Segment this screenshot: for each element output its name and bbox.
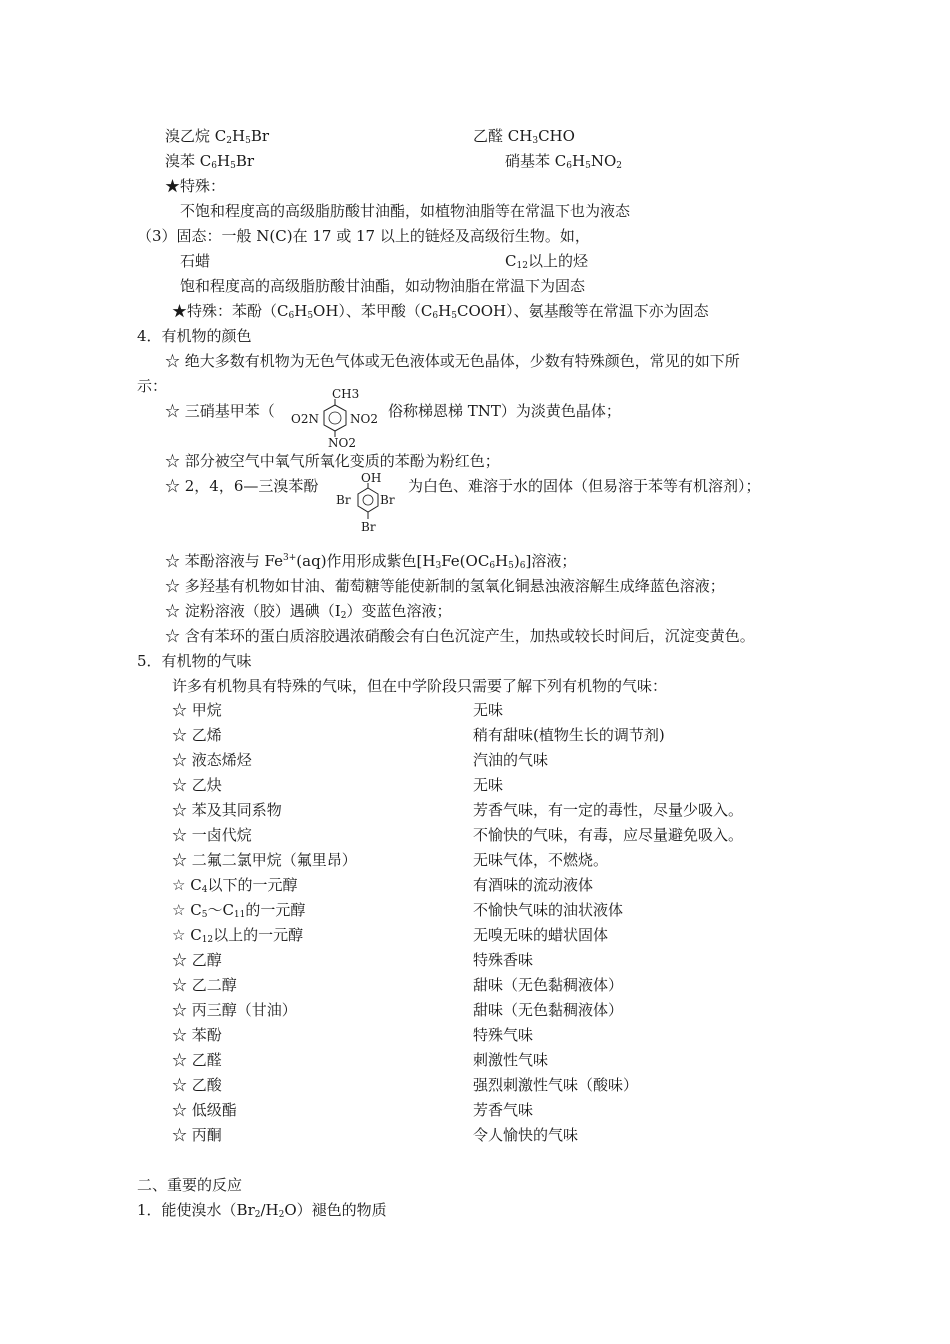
color-heading: 4．有机物的颜色 xyxy=(137,327,252,345)
tnt-text-post: 俗称梯恩梯 TNT）为淡黄色晶体； xyxy=(388,402,621,420)
odor-row-odor: 令人愉快的气味 xyxy=(473,1126,579,1144)
special-liquid-text: 不饱和程度高的高级脂肪酸甘油酯，如植物油脂等在常温下也为液态 xyxy=(180,202,631,220)
tribromophenol-benzene-ring xyxy=(358,488,378,512)
protein-nitric-text: ☆ 含有苯环的蛋白质溶胶遇浓硝酸会有白色沉淀产生，加热或较长时间后，沉淀变黄色。 xyxy=(165,627,755,645)
solid-example-paraffin: 石蜡 xyxy=(180,252,211,270)
tribromophenol-br-left-label: Br xyxy=(336,493,351,507)
odor-row-name: ☆ $C_5\sim C_{11}$的一元醇 xyxy=(172,901,306,920)
color-intro-line2: 示： xyxy=(137,377,168,395)
odor-row-name: ☆ 甲烷 xyxy=(172,701,222,719)
tribromophenol-br-bottom-label: Br xyxy=(361,520,376,534)
odor-row-name: ☆ 乙醛 xyxy=(172,1051,222,1069)
tribromophenol-text-post: 为白色、难溶于水的固体（但易溶于苯等有机溶剂）； xyxy=(408,477,761,495)
odor-row-name: ☆ 乙炔 xyxy=(172,776,222,794)
liquid-example-bromoethane: 溴乙烷 $C_2H_5Br$ xyxy=(165,127,270,146)
odor-row-odor: 特殊气味 xyxy=(473,1026,534,1044)
solid-example-c12-hydrocarbon: $C_{12}$以上的烃 xyxy=(505,252,588,271)
odor-row-odor: 特殊香味 xyxy=(473,951,534,969)
special-note-star: ★特殊： xyxy=(165,177,226,195)
odor-row-name: ☆ 液态烯烃 xyxy=(172,751,252,769)
odor-row-name: ☆ 二氟二氯甲烷（氟里昂） xyxy=(172,851,357,869)
liquid-example-acetaldehyde: 乙醛 $CH_3CHO$ xyxy=(473,127,575,146)
polyhydroxy-text: ☆ 多羟基有机物如甘油、葡萄糖等能使新制的氢氧化铜悬浊液溶解生成绛蓝色溶液； xyxy=(165,577,725,595)
odor-row-name: ☆ 乙二醇 xyxy=(172,976,237,994)
odor-heading: 5．有机物的气味 xyxy=(137,652,252,670)
odor-row-odor: 稍有甜味(植物生长的调节剂) xyxy=(473,726,665,744)
solid-fat-text: 饱和程度高的高级脂肪酸甘油酯，如动物油脂在常温下为固态 xyxy=(180,277,586,295)
odor-intro: 许多有机物具有特殊的气味，但在中学阶段只需要了解下列有机物的气味： xyxy=(172,677,668,695)
liquid-example-nitrobenzene: 硝基苯 $C_6H_5NO_2$ xyxy=(505,152,622,171)
liquid-example-bromobenzene: 溴苯 $C_6H_5Br$ xyxy=(165,152,255,171)
odor-row-name: ☆ 苯及其同系物 xyxy=(172,801,282,819)
odor-row-name: ☆ 低级酯 xyxy=(172,1101,237,1119)
tnt-no2-right-label: NO2 xyxy=(350,412,378,426)
solid-state-intro: （3）固态：一般 N(C)在 17 或 17 以上的链烃及高级衍生物。如， xyxy=(137,227,590,245)
tribromophenol-text-pre: ☆ 2，4，6—三溴苯酚 xyxy=(165,477,319,495)
odor-row-name: ☆ 一卤代烷 xyxy=(172,826,252,844)
tnt-ch3-label: CH3 xyxy=(332,387,360,401)
odor-row-odor: 无味 xyxy=(473,776,504,794)
odor-row-odor: 芳香气味，有一定的毒性，尽量少吸入。 xyxy=(473,801,744,819)
odor-row-odor: 甜味（无色黏稠液体） xyxy=(473,1001,624,1019)
odor-row-name: ☆ 苯酚 xyxy=(172,1026,222,1044)
tribromophenol-br-right-label: Br xyxy=(380,493,395,507)
odor-row-name: ☆ 丙三醇（甘油） xyxy=(172,1001,297,1019)
color-intro-line1: ☆ 绝大多数有机物为无色气体或无色液体或无色晶体，少数有特殊颜色，常见的如下所 xyxy=(165,352,740,370)
odor-row-odor: 甜味（无色黏稠液体） xyxy=(473,976,624,994)
odor-row-odor: 无味 xyxy=(473,701,504,719)
odor-row-odor: 无味气体，不燃烧。 xyxy=(473,851,609,869)
odor-row-name: ☆ $C_{12}$以上的一元醇 xyxy=(172,926,304,945)
odor-row-odor: 有酒味的流动液体 xyxy=(473,876,594,894)
section2-heading: 二、重要的反应 xyxy=(137,1176,243,1194)
odor-row-odor: 刺激性气味 xyxy=(473,1051,549,1069)
odor-row-name: ☆ $C_4$以下的一元醇 xyxy=(172,876,298,895)
odor-row-odor: 不愉快气味的油状液体 xyxy=(473,901,624,919)
solid-special-text: ★特殊：苯酚$(C_6H_5OH)$、苯甲酸$(C_6H_5COOH)$、氨基酸等在常温下亦为固态 xyxy=(172,302,709,321)
reaction-1-heading: 1．能使溴水$(Br_2/H_2O)$褪色的物质 xyxy=(137,1201,387,1220)
odor-row-odor: 芳香气味 xyxy=(473,1101,534,1119)
tnt-o2n-label: O2N xyxy=(291,412,319,426)
odor-row-name: ☆ 丙酮 xyxy=(172,1126,222,1144)
odor-row-odor: 不愉快的气味，有毒，应尽量避免吸入。 xyxy=(473,826,744,844)
tnt-benzene-ring xyxy=(324,405,346,431)
odor-row-odor: 强烈刺激性气味（酸味） xyxy=(473,1076,639,1094)
tnt-no2-bottom-label: NO2 xyxy=(328,436,356,450)
odor-row-name: ☆ 乙烯 xyxy=(172,726,222,744)
phenol-pink-text: ☆ 部分被空气中氧气所氧化变质的苯酚为粉红色； xyxy=(165,452,500,470)
odor-row-name: ☆ 乙酸 xyxy=(172,1076,222,1094)
tribromophenol-structure-diagram xyxy=(330,468,402,536)
tribromophenol-oh-label: OH xyxy=(361,471,382,485)
phenol-fe-line: ☆ 苯酚溶液与 $Fe^{3+}(aq)$作用形成紫色$[H_3Fe(OC_6H_5)_6]$溶液； xyxy=(165,552,577,571)
odor-row-odor: 无嗅无味的蜡状固体 xyxy=(473,926,609,944)
starch-iodine-text: ☆ 淀粉溶液（胶）遇碘$(I_2)$变蓝色溶液； xyxy=(165,602,452,621)
odor-row-odor: 汽油的气味 xyxy=(473,751,549,769)
tnt-text-pre: ☆ 三硝基甲苯（ xyxy=(165,402,275,420)
odor-row-name: ☆ 乙醇 xyxy=(172,951,222,969)
tnt-structure-diagram xyxy=(290,383,385,451)
